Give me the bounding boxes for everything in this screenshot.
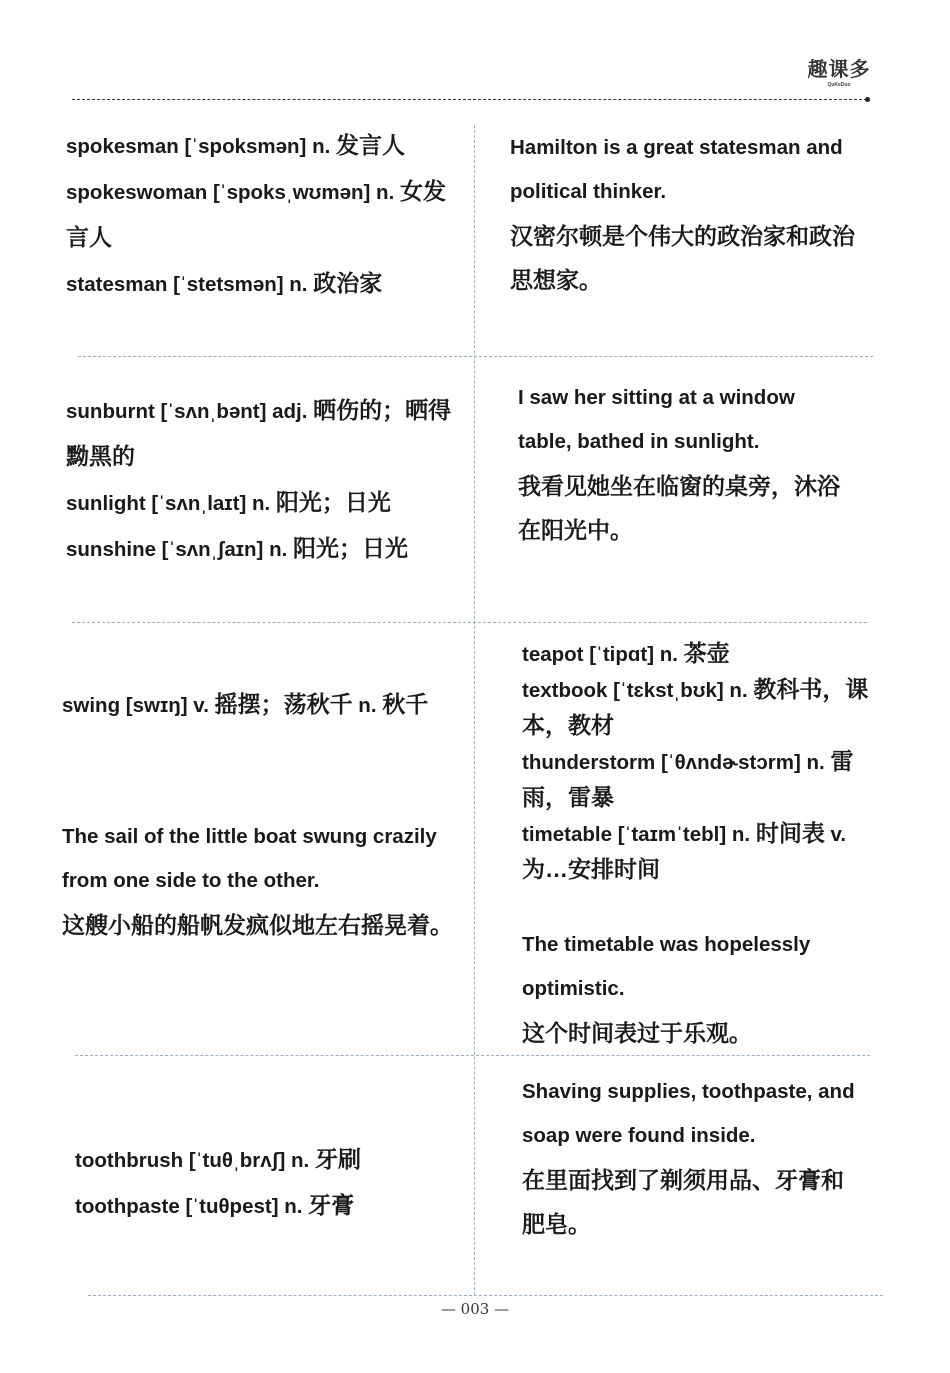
vocab-entry: [66, 388, 461, 480]
example-sentence-en: The sail of the little boat swung crazily from one side to the other.: [62, 825, 437, 892]
vocab-word: spokesman [ˈspoksmən] n.: [66, 135, 331, 158]
row-divider-1: [78, 356, 873, 357]
vocab-entry: [75, 1137, 465, 1183]
vocab-word: thunderstorm [ˈθʌndɚstɔrm] n.: [522, 751, 825, 774]
header-divider-dot: [865, 97, 870, 102]
vocab-word: sunshine [ˈsʌnˌʃaɪn] n.: [66, 538, 288, 561]
header-divider: [72, 99, 867, 100]
example-cell-r1-right: [510, 126, 865, 302]
vocab-entry: [522, 816, 874, 888]
vocab-entry: [66, 123, 466, 169]
example-cell-r3-right: [522, 923, 862, 1055]
example-sentence-cn: 这艘小船的船帆发疯似地左右摇晃着。: [62, 912, 453, 938]
vocab-entry: [62, 682, 462, 728]
vocab-cell-r1-left: [66, 123, 466, 307]
vocab-entry: [522, 636, 874, 672]
vocab-meaning: 晒伤的；晒得黝黑的: [66, 397, 452, 469]
vocab-word: swing [swɪŋ] v.: [62, 694, 209, 717]
vocab-meaning-2: 为…安排时间: [522, 856, 660, 882]
vocab-meaning: 发言人: [336, 132, 405, 158]
vocab-word: timetable [ˈtaɪmˈtebl] n.: [522, 823, 751, 846]
vocab-word: spokeswoman [ˈspoksˌwʊmən] n.: [66, 181, 395, 204]
example-sentence-cn: 我看见她坐在临窗的桌旁，沐浴在阳光中。: [518, 473, 840, 543]
vocab-word: sunburnt [ˈsʌnˌbənt] adj.: [66, 400, 308, 423]
vocab-word: sunlight [ˈsʌnˌlaɪt] n.: [66, 492, 271, 515]
example-sentence-en: The timetable was hopelessly optimistic.: [522, 933, 811, 1000]
logo-english-text: QuKeDuo: [827, 82, 851, 88]
example-cell-r4-right: [522, 1070, 857, 1246]
vocab-word: toothpaste [ˈtuθpest] n.: [75, 1195, 303, 1218]
vocab-word: textbook [ˈtɛkstˌbʊk] n.: [522, 679, 748, 702]
vocab-entry: [522, 744, 874, 816]
vocab-meaning-2: 秋千: [382, 691, 429, 717]
vocab-entry: [66, 261, 466, 307]
vocab-pos: v.: [830, 823, 847, 846]
example-sentence-en: Hamilton is a great statesman and political thinker.: [510, 136, 843, 203]
vocab-entry: [66, 169, 466, 261]
vocab-meaning: 牙膏: [308, 1192, 355, 1218]
page-bottom-divider: [88, 1295, 883, 1296]
vocab-meaning: 茶壶: [683, 640, 730, 666]
brand-logo: [806, 58, 872, 98]
vocab-meaning: 摇摆；荡秋千: [214, 691, 353, 717]
vocab-pos: n.: [358, 694, 377, 717]
logo-chinese-text: 趣课多: [807, 59, 871, 81]
example-sentence-cn: 汉密尔顿是个伟大的政治家和政治思想家。: [510, 223, 855, 293]
vocab-word: toothbrush [ˈtuθˌbrʌʃ] n.: [75, 1149, 310, 1172]
vocab-meaning: 雷雨，雷暴: [522, 748, 854, 810]
row-divider-2: [72, 622, 867, 623]
vocab-word: teapot [ˈtipɑt] n.: [522, 643, 678, 666]
vocab-meaning: 阳光；日光: [275, 489, 391, 515]
vocab-meaning: 女发言人: [66, 178, 446, 250]
example-sentence-cn: 这个时间表过于乐观。: [522, 1020, 752, 1046]
column-divider: [474, 125, 475, 1295]
vocab-cell-r2-left: [66, 388, 461, 572]
vocab-cell-r3-right: [522, 636, 874, 888]
vocab-meaning: 时间表: [755, 820, 825, 846]
row-divider-3: [75, 1055, 870, 1056]
vocab-cell-r3-left: [62, 682, 462, 728]
example-sentence-en: I saw her sitting at a window table, bathed in sunlight.: [518, 386, 795, 453]
vocab-entry: [522, 672, 874, 744]
example-sentence-en: Shaving supplies, toothpaste, and soap were found inside.: [522, 1080, 855, 1147]
vocab-entry: [66, 480, 461, 526]
example-sentence-cn: 在里面找到了剃须用品、牙膏和肥皂。: [522, 1167, 844, 1237]
vocab-meaning: 牙刷: [314, 1146, 361, 1172]
vocab-meaning: 教科书，课本，教材: [522, 676, 869, 738]
vocab-entry: [75, 1183, 465, 1229]
vocab-entry: [66, 526, 461, 572]
vocab-meaning: 政治家: [313, 270, 383, 296]
example-cell-r2-right: [518, 376, 848, 552]
vocab-word: statesman [ˈstetsmən] n.: [66, 273, 308, 296]
vocab-meaning: 阳光；日光: [293, 535, 408, 561]
page-number: — 003 —: [440, 1300, 510, 1318]
example-cell-r3-left: [62, 815, 462, 947]
vocab-cell-r4-left: [75, 1137, 465, 1229]
